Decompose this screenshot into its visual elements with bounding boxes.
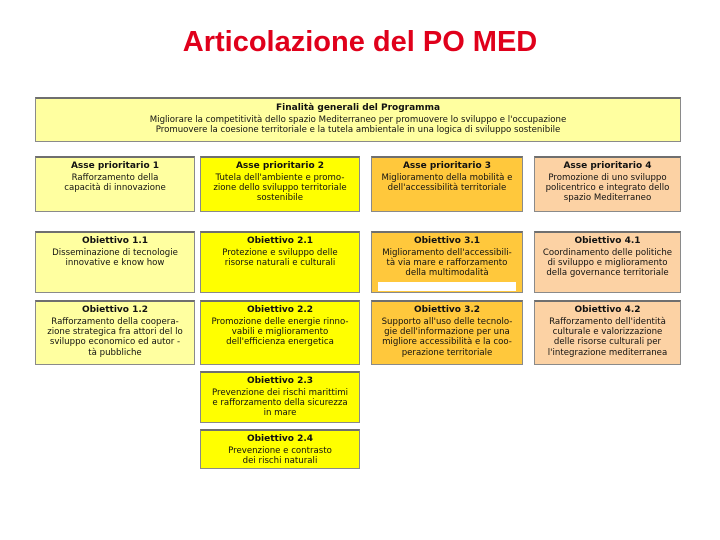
obiettivo-heading: Obiettivo 4.1: [574, 236, 641, 246]
asse-heading: Asse prioritario 3: [402, 161, 492, 171]
blank-strip: [378, 282, 516, 291]
obiettivo-2-1-box: [200, 231, 360, 293]
obiettivo-text: Rafforzamento della coopera- zione strategica fra attori del lo sviluppo economico ed autor - tà pubbliche: [47, 316, 183, 358]
obiettivo-heading: Obiettivo 1.1: [81, 236, 149, 246]
finalita-heading: Finalità generali del Programma: [275, 103, 441, 113]
obiettivo-2-2-box: [200, 300, 360, 365]
asse-text: Promozione di uno sviluppo policentrico e integrato dello spazio Mediterraneo: [545, 172, 670, 204]
asse-4-box: [534, 156, 681, 212]
obiettivo-text: Miglioramento dell'accessibili- tà via mare e rafforzamento della multimodalità: [382, 247, 512, 279]
obiettivo-heading: Obiettivo 1.2: [81, 305, 149, 315]
obiettivo-text: Protezione e sviluppo delle risorse naturali e culturali: [222, 247, 338, 269]
asse-2-box: [200, 156, 360, 212]
obiettivo-heading: Obiettivo 2.1: [246, 236, 314, 246]
page-title: Articolazione del PO MED: [182, 26, 538, 58]
asse-text: Miglioramento della mobilità e dell'accessibilità territoriale: [381, 172, 513, 194]
obiettivo-1-1-box: [35, 231, 195, 293]
obiettivo-text: Supporto all'uso delle tecnolo- gie dell'informazione per una migliore accessibilità e la coo- perazione territoriale: [381, 316, 513, 358]
finalita-box: [35, 97, 681, 142]
asse-text: Tutela dell'ambiente e promo- zione dello sviluppo territoriale sostenibile: [213, 172, 347, 204]
obiettivo-1-2-box: [35, 300, 195, 365]
asse-heading: Asse prioritario 2: [235, 161, 325, 171]
obiettivo-text: Prevenzione e contrasto dei rischi naturali: [228, 445, 332, 467]
obiettivo-heading: Obiettivo 2.4: [246, 434, 314, 444]
obiettivo-text: Coordinamento delle politiche di sviluppo e miglioramento della governance territoriale: [542, 247, 673, 279]
asse-heading: Asse prioritario 4: [563, 161, 652, 171]
obiettivo-3-2-box: [371, 300, 523, 365]
obiettivo-text: Promozione delle energie rinno- vabili e miglioramento dell'efficienza energetica: [211, 316, 349, 348]
obiettivo-heading: Obiettivo 2.3: [246, 376, 314, 386]
obiettivo-4-1-box: [534, 231, 681, 293]
asse-3-box: [371, 156, 523, 212]
asse-heading: Asse prioritario 1: [70, 161, 160, 171]
obiettivo-heading: Obiettivo 2.2: [246, 305, 314, 315]
obiettivo-heading: Obiettivo 3.1: [413, 236, 481, 246]
asse-text: Rafforzamento della capacità di innovazione: [64, 172, 166, 194]
finalita-text: Migliorare la competitività dello spazio Mediterraneo per promuovere lo sviluppo e l'occupazione Promuovere la coesione territoriale e la tutela ambientale in una logica di sviluppo sostenibile: [149, 114, 567, 136]
obiettivo-2-3-box: [200, 371, 360, 423]
obiettivo-text: Rafforzamento dell'identità culturale e valorizzazione delle risorse culturali per l'integrazione mediterranea: [547, 316, 668, 358]
asse-1-box: [35, 156, 195, 212]
obiettivo-4-2-box: [534, 300, 681, 365]
obiettivo-heading: Obiettivo 4.2: [574, 305, 641, 315]
obiettivo-2-4-box: [200, 429, 360, 469]
obiettivo-heading: Obiettivo 3.2: [413, 305, 481, 315]
obiettivo-text: Prevenzione dei rischi marittimi e rafforzamento della sicurezza in mare: [211, 387, 349, 419]
obiettivo-text: Disseminazione di tecnologie innovative e know how: [52, 247, 178, 269]
